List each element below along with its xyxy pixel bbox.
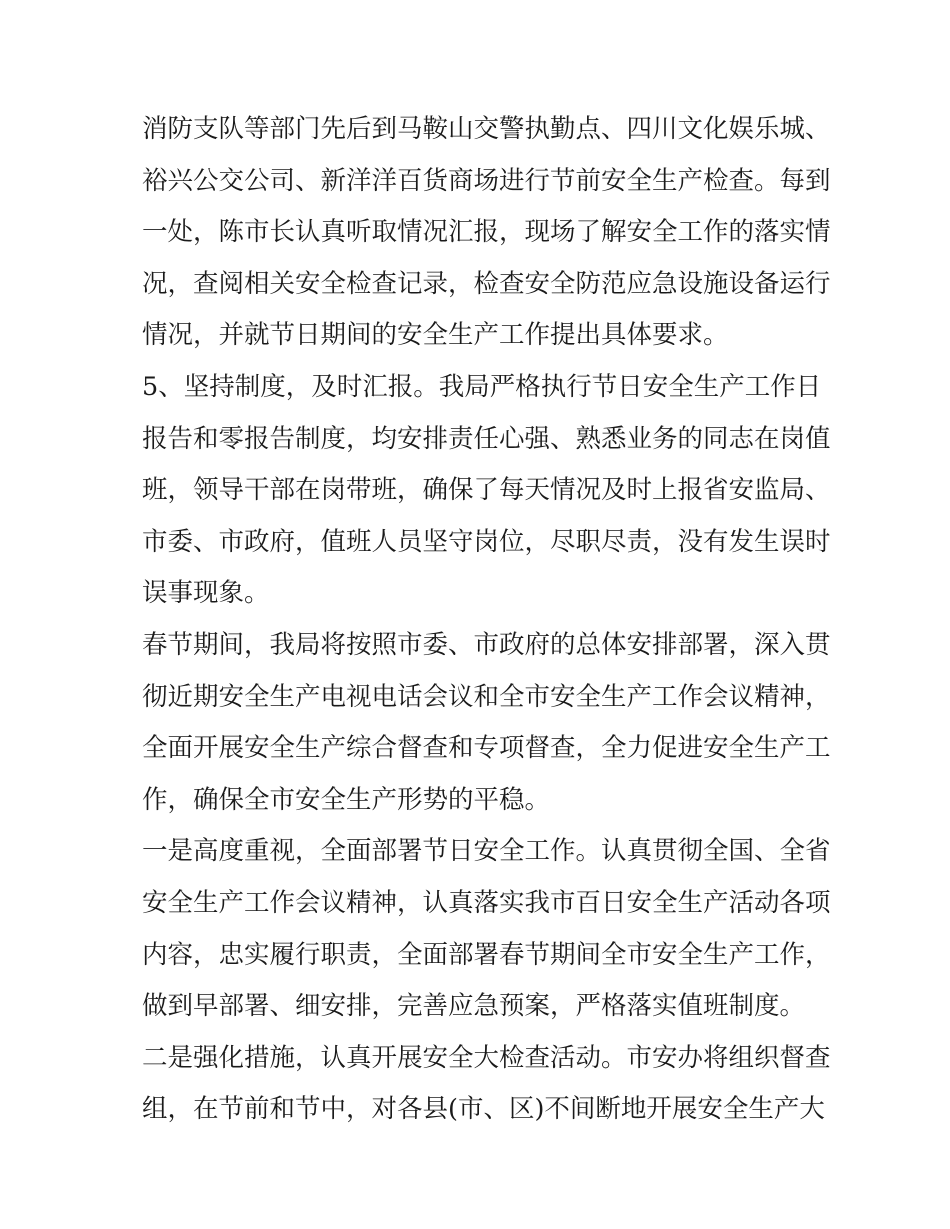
- text-line: 春节期间，我局将按照市委、市政府的总体安排部署，深入贯: [142, 629, 831, 660]
- text-line: 全面开展安全生产综合督查和专项督查，全力促进安全生产工: [142, 733, 831, 764]
- text-line: 内容，忠实履行职责，全面部署春节期间全市安全生产工作，: [142, 939, 831, 970]
- text-line: 报告和零报告制度，均安排责任心强、熟悉业务的同志在岗值: [142, 423, 831, 454]
- text-line: 班，领导干部在岗带班，确保了每天情况及时上报省安监局、: [142, 475, 831, 506]
- text-line: 作，确保全市安全生产形势的平稳。: [142, 784, 551, 815]
- text-line: 市委、市政府，值班人员坚守岗位，尽职尽责，没有发生误时: [142, 526, 831, 557]
- text-line: 做到早部署、细安排，完善应急预案，严格落实值班制度。: [142, 991, 806, 1022]
- text-line: 彻近期安全生产电视电话会议和全市安全生产工作会议精神，: [142, 681, 831, 712]
- text-line: 一是高度重视，全面部署节日安全工作。认真贯彻全国、全省: [142, 836, 831, 867]
- text-line: 一处，陈市长认真听取情况汇报，现场了解安全工作的落实情: [142, 217, 831, 248]
- text-line: 情况，并就节日期间的安全生产工作提出具体要求。: [142, 320, 729, 351]
- document-body: [142, 104, 831, 1136]
- text-line: 消防支队等部门先后到马鞍山交警执勤点、四川文化娱乐城、: [142, 114, 831, 144]
- text-line: 裕兴公交公司、新洋洋百货商场进行节前安全生产检查。每到: [142, 165, 831, 196]
- text-line: 二是强化措施，认真开展安全大检查活动。市安办将组织督查: [142, 1042, 831, 1073]
- text-line: 误事现象。: [142, 578, 270, 609]
- text-line: 安全生产工作会议精神，认真落实我市百日安全生产活动各项: [142, 887, 831, 918]
- text-line: 况，查阅相关安全检查记录，检查安全防范应急设施设备运行: [142, 268, 831, 299]
- text-line: 5、坚持制度，及时汇报。我局严格执行节日安全生产工作日: [142, 371, 822, 402]
- text-line: 组，在节前和节中，对各县(市、区)不间断地开展安全生产大: [142, 1094, 825, 1125]
